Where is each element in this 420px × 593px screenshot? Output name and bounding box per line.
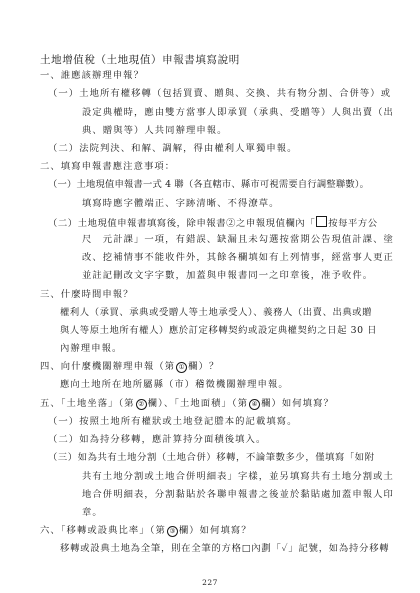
text-segment: 」記號，如為持分移轉 (288, 543, 390, 554)
text-line (48, 216, 378, 230)
text-line: （一）土地所有權移轉（包括買賣、贈與、交換、共有物分割、合併等）或 (48, 88, 392, 99)
text-line: 典、贈與等）人共同辦理申報。 (82, 125, 228, 136)
text-line: 並註記刪改文字字數，加蓋與申報書同一之印章後，准予收件。 (82, 270, 374, 281)
section-4-heading (40, 361, 219, 373)
checkmark-icon: ✓ (281, 543, 289, 554)
section-5-heading (40, 398, 334, 410)
checkbox-symbol (316, 216, 327, 227)
section-2-heading: 二、填寫申報書應注意事項： (40, 161, 176, 172)
text-line (60, 543, 389, 555)
text-line: 改、挖補情事不能收件外，其餘各欄填如有上列情事，經當事人更正 (82, 252, 394, 263)
section-6-heading (40, 525, 252, 537)
text-line: （二）如為持分移轉，應計算持分面積後填入。 (48, 434, 267, 445)
text-line: 共有土地分割或土地合併明細表」字樣，並另填寫共有土地分割或土 (82, 471, 394, 482)
document-title: 土地增值稅（土地現值）申報書填寫說明 (40, 54, 240, 66)
text-line: 內辦理申報。 (60, 343, 123, 354)
text-line: 權利人（承買、承典或受贈人等土地承受人）、義務人（出賣、出典或贈 (60, 307, 373, 318)
text-segment: 按每平方公 (328, 218, 378, 229)
text-line: 章。 (82, 507, 103, 518)
section-1-heading: 一、誰應該辦理申報？ (40, 70, 144, 81)
text-segment: 欄）？ (188, 361, 220, 372)
text-segment: 五、「土地坐落」（第 (40, 398, 135, 409)
text-line: 地合併明細表，分割黏貼於各聯申報書之後並於黏貼處加蓋申報人印 (82, 489, 394, 500)
text-line: （一）土地現值申報書一式 4 聯（各直轄市、縣市可視需要自行調整聯數）。 (48, 179, 370, 190)
circled-number: ③ (167, 526, 178, 537)
text-line: （三）如為共有土地分割（土地合併）移轉，不論筆數多少，僅填寫「如附 (48, 452, 375, 463)
circled-number: ④ (249, 399, 260, 410)
text-segment: （二）土地現值申報書填寫後，除申報書②之申報現值欄內「 (48, 218, 316, 229)
circled-number: ② (136, 399, 147, 410)
text-line: 應向土地所在地所屬縣（市）稽徵機關辦理申報。 (60, 379, 289, 390)
text-line: 設定典權時，應由雙方當事人即承買（承典、受贈等）人與出賣（出 (82, 107, 394, 118)
text-segment: 移轉或設典土地為全筆，則在全筆的方格□內劃「 (60, 543, 282, 554)
text-segment: 四、向什麼機關辦理申報（第 (40, 361, 176, 372)
circled-number: ① (176, 362, 187, 373)
text-line: 尺 元計課」一項，有錯誤、缺漏且未勾選按當期公告現值計課、塗 (82, 234, 394, 245)
text-segment: 欄）如何填寫？ (261, 398, 334, 409)
text-segment: 欄）、「土地面積」（第 (147, 398, 249, 409)
text-segment: 六、「移轉或設典比率」（第 (40, 525, 166, 536)
text-line: 填寫時應字體端正、字跡清晰、不得潦草。 (82, 198, 280, 209)
text-line: （二）法院判決、和解、調解，得由權利人單獨申報。 (48, 143, 298, 154)
section-3-heading: 三、什麼時間申報？ (40, 289, 134, 300)
text-line: （一）按照土地所有權狀或土地登記謄本的記載填寫。 (48, 416, 298, 427)
text-line: 與人等原土地所有權人）應於訂定移轉契約或設定典權契約之日起 30 日 (60, 325, 378, 336)
text-segment: 欄）如何填寫？ (178, 525, 252, 536)
page-number: 227 (202, 578, 218, 587)
